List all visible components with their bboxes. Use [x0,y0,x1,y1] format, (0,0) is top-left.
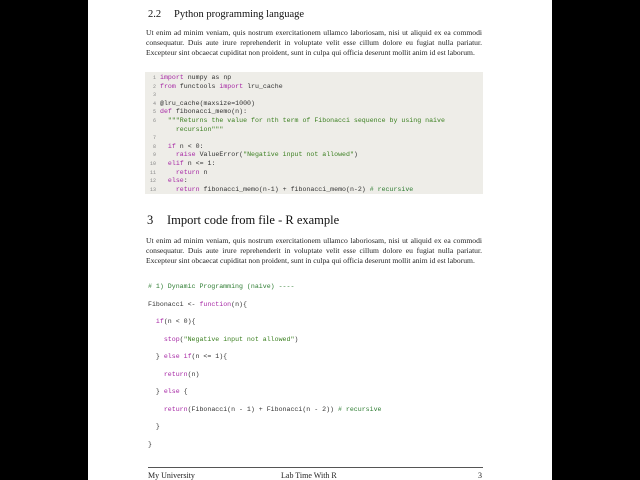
section-3-paragraph: Ut enim ad minim veniam, quis nostrum exercitationem ullamco laboriosam, nisi ut aliquid ex ea commodi consequatur. Duis aute irure reprehenderit in voluptate velit esse cillum dolore eu fugiat nulla pariatur. Excepteur sint obcaecat cupiditat non proident, sunt in culpa qui officia deserunt mollit anim id est laborum. [146,236,482,265]
footer-center: Lab Time With R [281,471,337,480]
code-token: ( [179,335,184,343]
code-token: } [148,353,164,360]
line-number: 8 [152,143,156,150]
code-token [148,406,164,413]
code-token: """Returns the value for nth term of Fibonacci sequence by using naive [160,117,445,124]
code-token: "Negative input not allowed" [183,335,295,343]
code-token: # 1) Dynamic Programming (naive) ---- [148,283,295,290]
code-token: return [175,185,200,193]
code-token: return [175,168,200,176]
code-line [147,82,283,91]
r-code-listing [88,282,552,448]
code-token: n <= 1: [183,160,216,167]
code-token [160,151,176,158]
code-token: numpy as np [183,74,232,81]
code-token [160,160,168,167]
code-token: } [148,388,164,395]
code-token [160,186,176,193]
code-line [148,352,227,361]
code-token: import [219,82,244,90]
line-number: 2 [152,83,156,90]
code-token [160,143,168,150]
code-line [148,440,152,449]
code-token: if [155,318,164,325]
code-line [147,185,413,194]
code-token: (n < 0){ [163,318,196,325]
code-line [148,387,188,396]
line-number: 13 [149,186,156,193]
python-code-lines [147,73,481,193]
code-token [160,177,168,184]
code-token: n < 0: [175,142,204,150]
code-token: import [160,74,184,81]
code-token: ValueError( [195,151,244,159]
line-number: 1 [152,75,156,81]
code-token: else [163,388,180,395]
code-token [148,336,164,343]
code-token: fibonacci_memo(n): [171,108,248,116]
code-token: def [160,108,172,116]
line-number: 12 [149,178,156,185]
section-number: 2.2 [148,9,162,20]
section-number: 3 [147,213,154,227]
document-page [88,0,552,480]
python-code-listing [145,72,483,194]
code-token: from [160,82,176,90]
code-token: elif [167,160,184,167]
code-line [148,370,199,379]
code-token: functools [175,82,220,90]
line-number: 11 [149,169,156,176]
code-token: Fibonacci <- [148,300,200,308]
line-number: 9 [152,152,156,159]
code-line [148,300,247,309]
code-token: if [167,142,176,150]
code-token: (n){ [231,300,247,308]
code-token: } [148,423,160,430]
code-token: n [199,168,208,176]
code-line [148,335,298,344]
line-number: 10 [149,161,156,167]
line-number: 6 [152,118,156,124]
section-heading-3 [147,213,339,228]
footer-rule [148,467,483,468]
line-number: 4 [152,100,156,107]
code-line [148,317,196,326]
code-token: ) [294,335,299,343]
code-line [148,405,381,414]
code-line [148,282,294,291]
code-token: stop [163,335,180,343]
footer-page-number: 3 [478,471,482,480]
code-token: return [163,370,188,378]
section-2-2-paragraph: Ut enim ad minim veniam, quis nostrum exercitationem ullamco laboriosam, nisi ut aliquid ex ea commodi consequatur. Duis aute irure reprehenderit in voluptate velit esse cillum dolore eu fugiat nulla pariatur. Excepteur sint obcaecat cupiditat non proident, sunt in culpa qui officia deserunt mollit anim id est laborum. [146,28,482,57]
line-number: 7 [152,135,156,142]
code-token: function [199,300,232,308]
code-token: (n <= 1){ [191,353,228,360]
code-token [148,318,156,325]
code-token [160,169,176,176]
footer-left: My University [148,471,195,480]
code-token: lru_cache [243,82,283,90]
code-token: fibonacci_memo(n-1) + fibonacci_memo(n-2) [199,185,370,193]
code-token: @lru_cache(maxsize=1000) [160,99,255,107]
code-token: return [163,405,188,413]
code-token: { [179,388,188,395]
section-title: Python programming language [174,9,305,20]
line-number: 3 [152,92,156,99]
code-token: recursion""" [160,125,224,133]
code-token: "Negative input not allowed" [243,151,354,159]
section-title: Import code from file - R example [167,213,340,227]
code-token: (Fibonacci(n - 1) + Fibonacci(n - 2)) [187,405,338,413]
line-number: 5 [152,109,156,116]
code-token: } [148,440,152,448]
code-token: # recursive [369,185,414,193]
code-token: # recursive [337,405,382,413]
code-token: : [183,177,188,185]
section-heading-2-2 [148,9,304,20]
code-token [148,371,164,378]
code-token: raise [175,151,196,159]
code-token: (n) [187,370,200,378]
code-token: ) [353,151,358,159]
code-token: else if [163,353,192,360]
code-token: else [167,177,184,185]
code-line [148,422,160,431]
